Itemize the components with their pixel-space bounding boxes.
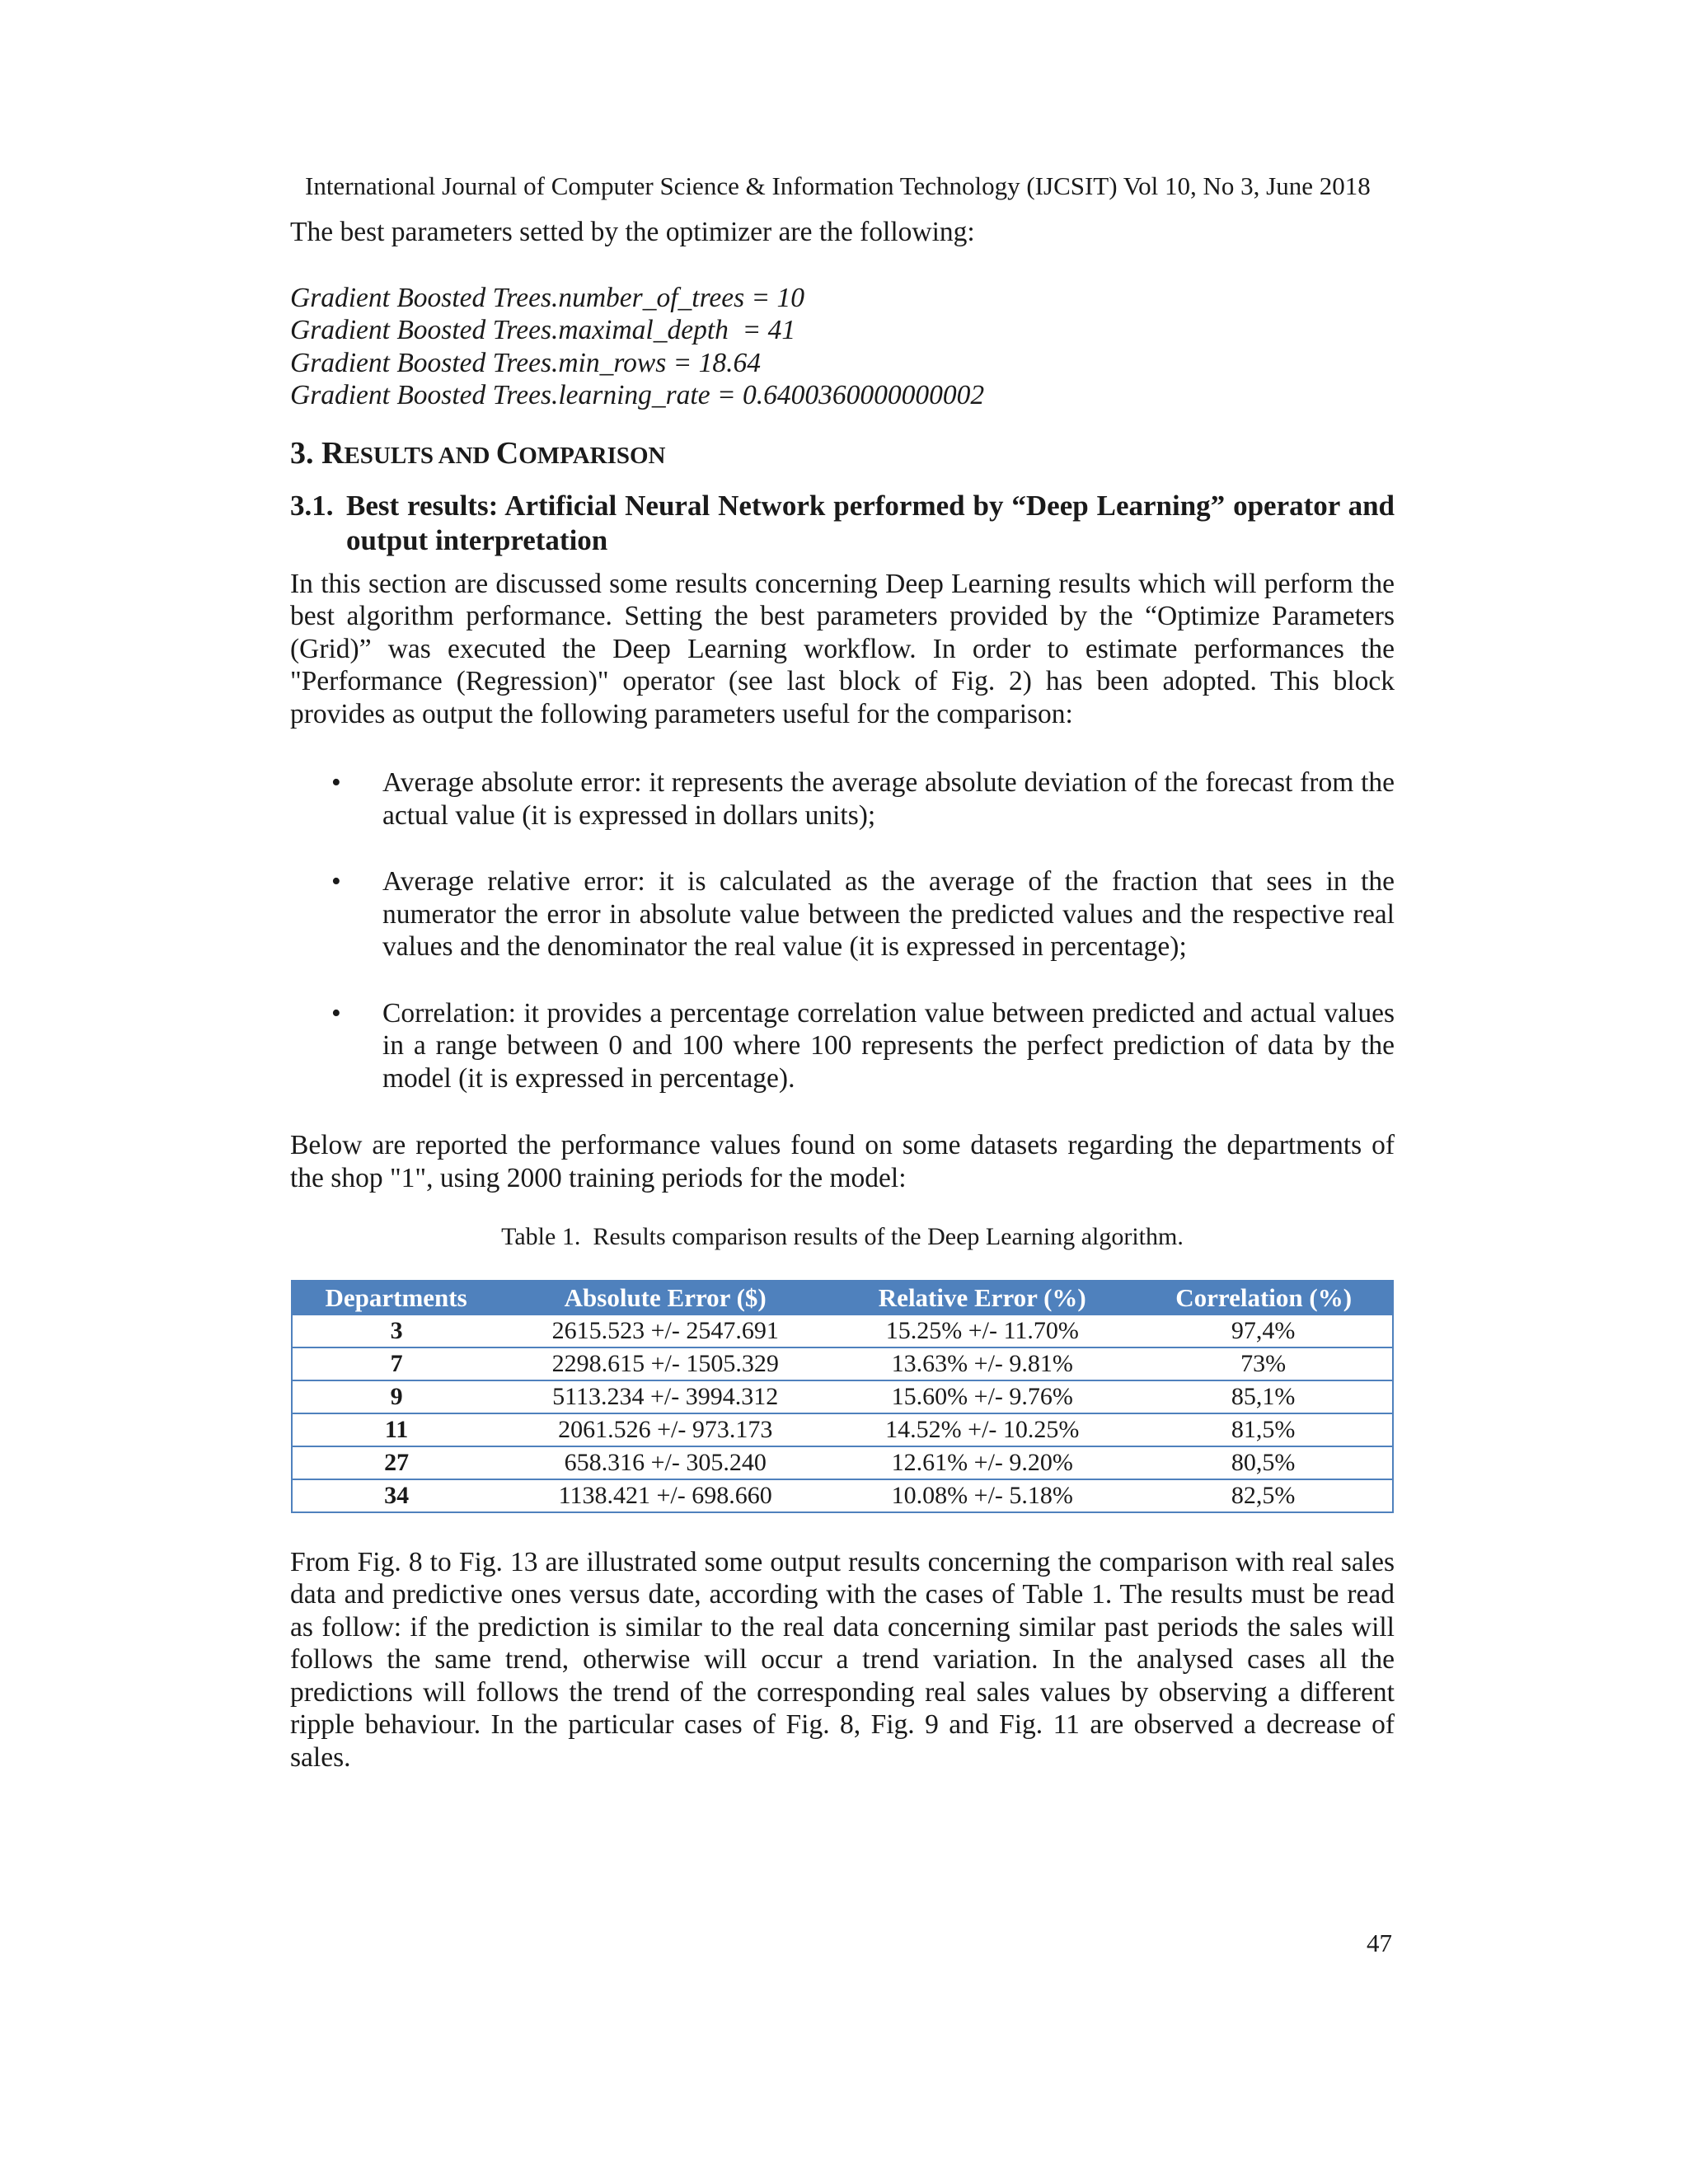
table-cell: 15.25% +/- 11.70% (830, 1315, 1134, 1347)
parameter-line: Gradient Boosted Trees.min_rows = 18.64 (290, 347, 762, 378)
bullet-icon: • (331, 997, 341, 1029)
parameter-line: Gradient Boosted Trees.learning_rate = 0.6400360000000002 (290, 380, 985, 410)
subsection-number: 3.1. (290, 489, 334, 522)
bullet-text: Correlation: it provides a percentage correlation value between predicted and actual values in a range between 0 and 100 where 100 represents the perfect prediction of data by the model (it is expressed in percentage). (382, 997, 1395, 1094)
table-cell: 97,4% (1134, 1315, 1393, 1347)
bullet-icon: • (331, 767, 341, 798)
column-header: Departments (292, 1281, 500, 1315)
table-row (292, 1380, 1393, 1413)
table-row (292, 1413, 1393, 1446)
table-cell: 15.60% +/- 9.76% (830, 1380, 1134, 1413)
table-cell: 2298.615 +/- 1505.329 (500, 1347, 830, 1380)
intro-sentence: The best parameters setted by the optimizer are the following: (290, 217, 975, 247)
section-number: 3. (290, 435, 314, 471)
section-heading (290, 435, 1395, 474)
running-header: International Journal of Computer Science & Information Technology (IJCSIT) Vol 10, No 3, June 2018 (305, 171, 1371, 200)
parameter-line: Gradient Boosted Trees.number_of_trees = 10 (290, 282, 805, 313)
column-header: Correlation (%) (1134, 1281, 1393, 1315)
table-caption: Table 1. Results comparison results of the Deep Learning algorithm. (501, 1223, 1184, 1250)
table-header-row (292, 1281, 1393, 1315)
section-title-cap: C (495, 435, 519, 471)
section-title-rest: ESULTS AND (344, 442, 496, 469)
table-cell: 658.316 +/- 305.240 (500, 1446, 830, 1479)
table-cell: 5113.234 +/- 3994.312 (500, 1380, 830, 1413)
table-row (292, 1446, 1393, 1479)
bullet-item (290, 766, 1395, 832)
column-header: Relative Error (%) (830, 1281, 1134, 1315)
bullet-text: Average absolute error: it represents the average absolute deviation of the forecast from the actual value (it is expressed in dollars units); (382, 767, 1395, 831)
page-content (290, 216, 1395, 1774)
paragraph: In this section are discussed some results concerning Deep Learning results which will perform the best algorithm performance. Setting the best parameters provided by the “Optimize Parameters (Grid)” was executed the Deep Learning workflow. In order to estimate performances the "Performance (Regression)" operator (see last block of Fig. 2) has been adopted. This block provides as output the following parameters useful for the comparison: (290, 568, 1395, 729)
subsection-heading (290, 489, 1395, 558)
parameter-line: Gradient Boosted Trees.maximal_depth = 41 (290, 315, 796, 345)
subsection-title: Best results: Artificial Neural Network performed by “Deep Learning” operator and output interpretation (346, 489, 1395, 556)
bullet-text: Average relative error: it is calculated as the average of the fraction that sees in the numerator the error in absolute value between the predicted values and the respective real values and the denominator the real value (it is expressed in percentage); (382, 866, 1395, 962)
table-cell: 73% (1134, 1347, 1393, 1380)
bullet-list (290, 766, 1395, 1094)
table-row (292, 1479, 1393, 1512)
section-title-cap: R (321, 435, 345, 471)
table-cell: 13.63% +/- 9.81% (830, 1347, 1134, 1380)
bullet-item (290, 865, 1395, 963)
table-cell: 11 (292, 1413, 500, 1446)
section-title-rest: OMPARISON (518, 442, 666, 469)
table-cell: 80,5% (1134, 1446, 1393, 1479)
table-cell: 2615.523 +/- 2547.691 (500, 1315, 830, 1347)
table-cell: 14.52% +/- 10.25% (830, 1413, 1134, 1446)
table-cell: 1138.421 +/- 698.660 (500, 1479, 830, 1512)
page-number: 47 (1367, 1929, 1392, 1957)
table-cell: 3 (292, 1315, 500, 1347)
bullet-icon: • (331, 866, 341, 897)
table-row (292, 1347, 1393, 1380)
table-cell: 10.08% +/- 5.18% (830, 1479, 1134, 1512)
table-cell: 34 (292, 1479, 500, 1512)
results-table (291, 1280, 1394, 1513)
paragraph: Below are reported the performance values found on some datasets regarding the departments of the shop "1", using 2000 training periods for the model: (290, 1130, 1395, 1193)
table-cell: 81,5% (1134, 1413, 1393, 1446)
bullet-item (290, 997, 1395, 1095)
column-header: Absolute Error ($) (500, 1281, 830, 1315)
table-cell: 82,5% (1134, 1479, 1393, 1512)
table-row (292, 1315, 1393, 1347)
table-cell: 9 (292, 1380, 500, 1413)
table-cell: 2061.526 +/- 973.173 (500, 1413, 830, 1446)
table-cell: 7 (292, 1347, 500, 1380)
parameter-list (290, 282, 1395, 412)
table-cell: 27 (292, 1446, 500, 1479)
table-cell: 12.61% +/- 9.20% (830, 1446, 1134, 1479)
table-cell: 85,1% (1134, 1380, 1393, 1413)
paragraph: From Fig. 8 to Fig. 13 are illustrated some output results concerning the comparison with real sales data and predictive ones versus date, according with the cases of Table 1. The results must be read as follow: if the prediction is similar to the real data concerning similar past periods the sales will follows the same trend, otherwise will occur a trend variation. In the analysed cases all the predictions will follows the trend of the corresponding real sales values by observing a different ripple behaviour. In the particular cases of Fig. 8, Fig. 9 and Fig. 11 are observed a decrease of sales. (290, 1546, 1395, 1773)
